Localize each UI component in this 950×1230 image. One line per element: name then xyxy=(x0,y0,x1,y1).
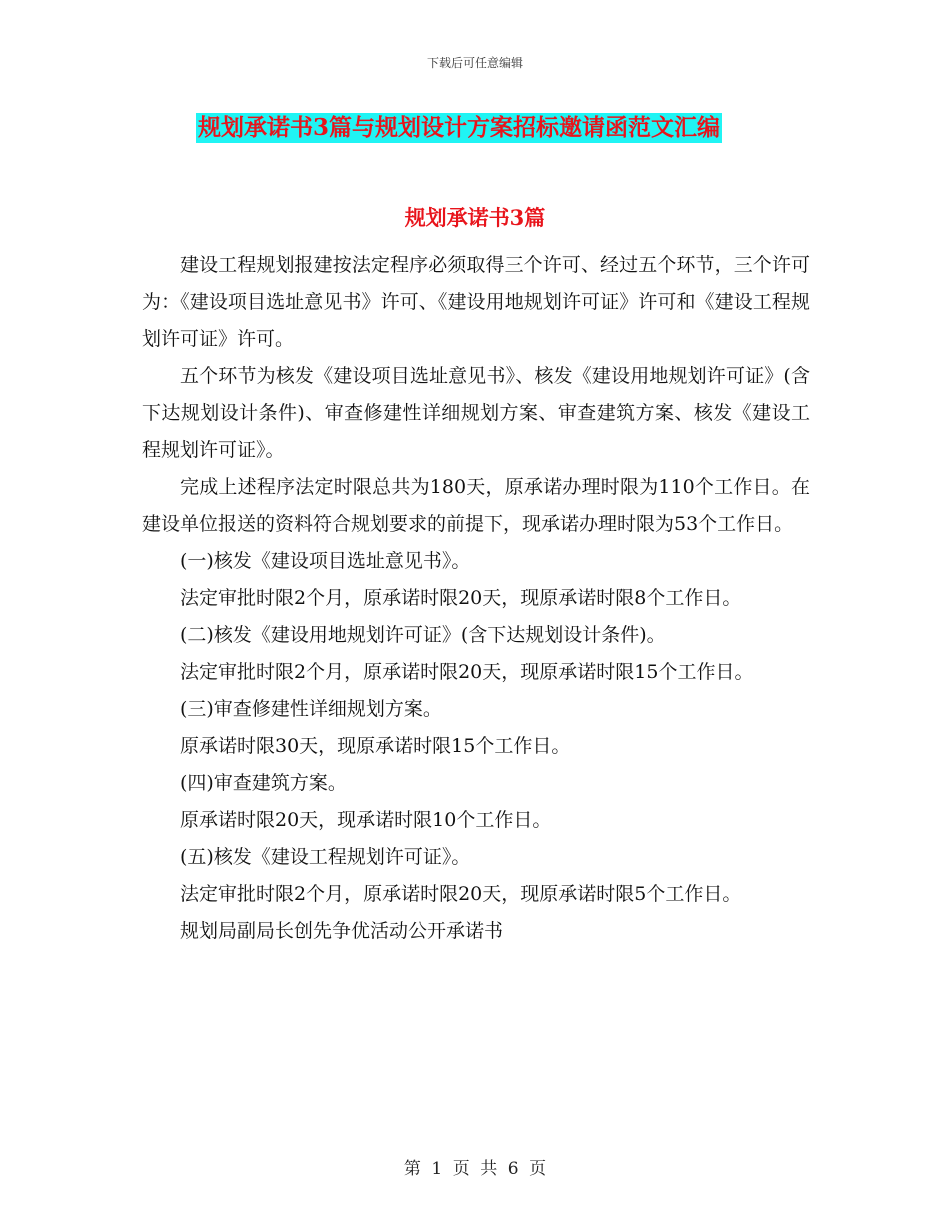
document-title: 规划承诺书3篇与规划设计方案招标邀请函范文汇编 xyxy=(198,114,721,141)
header-note: 下载后可任意编辑 xyxy=(426,56,523,70)
paragraph: 法定审批时限2个月，原承诺时限20天，现原承诺时限8个工作日。 xyxy=(180,587,742,609)
paragraph: 原承诺时限30天，现原承诺时限15个工作日。 xyxy=(180,735,571,757)
section-title: 规划承诺书3篇 xyxy=(404,205,546,230)
paragraph: (四)审查建筑方案。 xyxy=(180,772,347,794)
paragraph: 规划局副局长创先争优活动公开承诺书 xyxy=(180,920,504,942)
paragraph: (一)核发《建设项目选址意见书》。 xyxy=(180,550,471,572)
paragraph: 五个环节为核发《建设项目选址意见书》、核发《建设用地规划许可证》(含下达规划设计条件)、审查修建性详细规划方案、审查建筑方案、核发《建设工程规划许可证》。 xyxy=(142,365,810,461)
paragraph: (三)审查修建性详细规划方案。 xyxy=(180,698,442,720)
paragraph: 完成上述程序法定时限总共为180天，原承诺办理时限为110个工作日。在建设单位报送的资料符合规划要求的前提下，现承诺办理时限为53个工作日。 xyxy=(142,476,810,535)
paragraph: (二)核发《建设用地规划许可证》(含下达规划设计条件)。 xyxy=(180,624,666,646)
paragraph: 法定审批时限2个月，原承诺时限20天，现原承诺时限15个工作日。 xyxy=(180,661,754,683)
document-body xyxy=(142,247,810,950)
paragraph: 建设工程规划报建按法定程序必须取得三个许可、经过五个环节，三个许可为：《建设项目选址意见书》许可、《建设用地规划许可证》许可和《建设工程规划许可证》许可。 xyxy=(142,254,810,350)
paragraph: 法定审批时限2个月，原承诺时限20天，现原承诺时限5个工作日。 xyxy=(180,883,742,905)
paragraph: 原承诺时限20天，现承诺时限10个工作日。 xyxy=(180,809,552,831)
page-footer: 第 1 页 共 6 页 xyxy=(403,1159,547,1179)
paragraph: (五)核发《建设工程规划许可证》。 xyxy=(180,846,471,868)
